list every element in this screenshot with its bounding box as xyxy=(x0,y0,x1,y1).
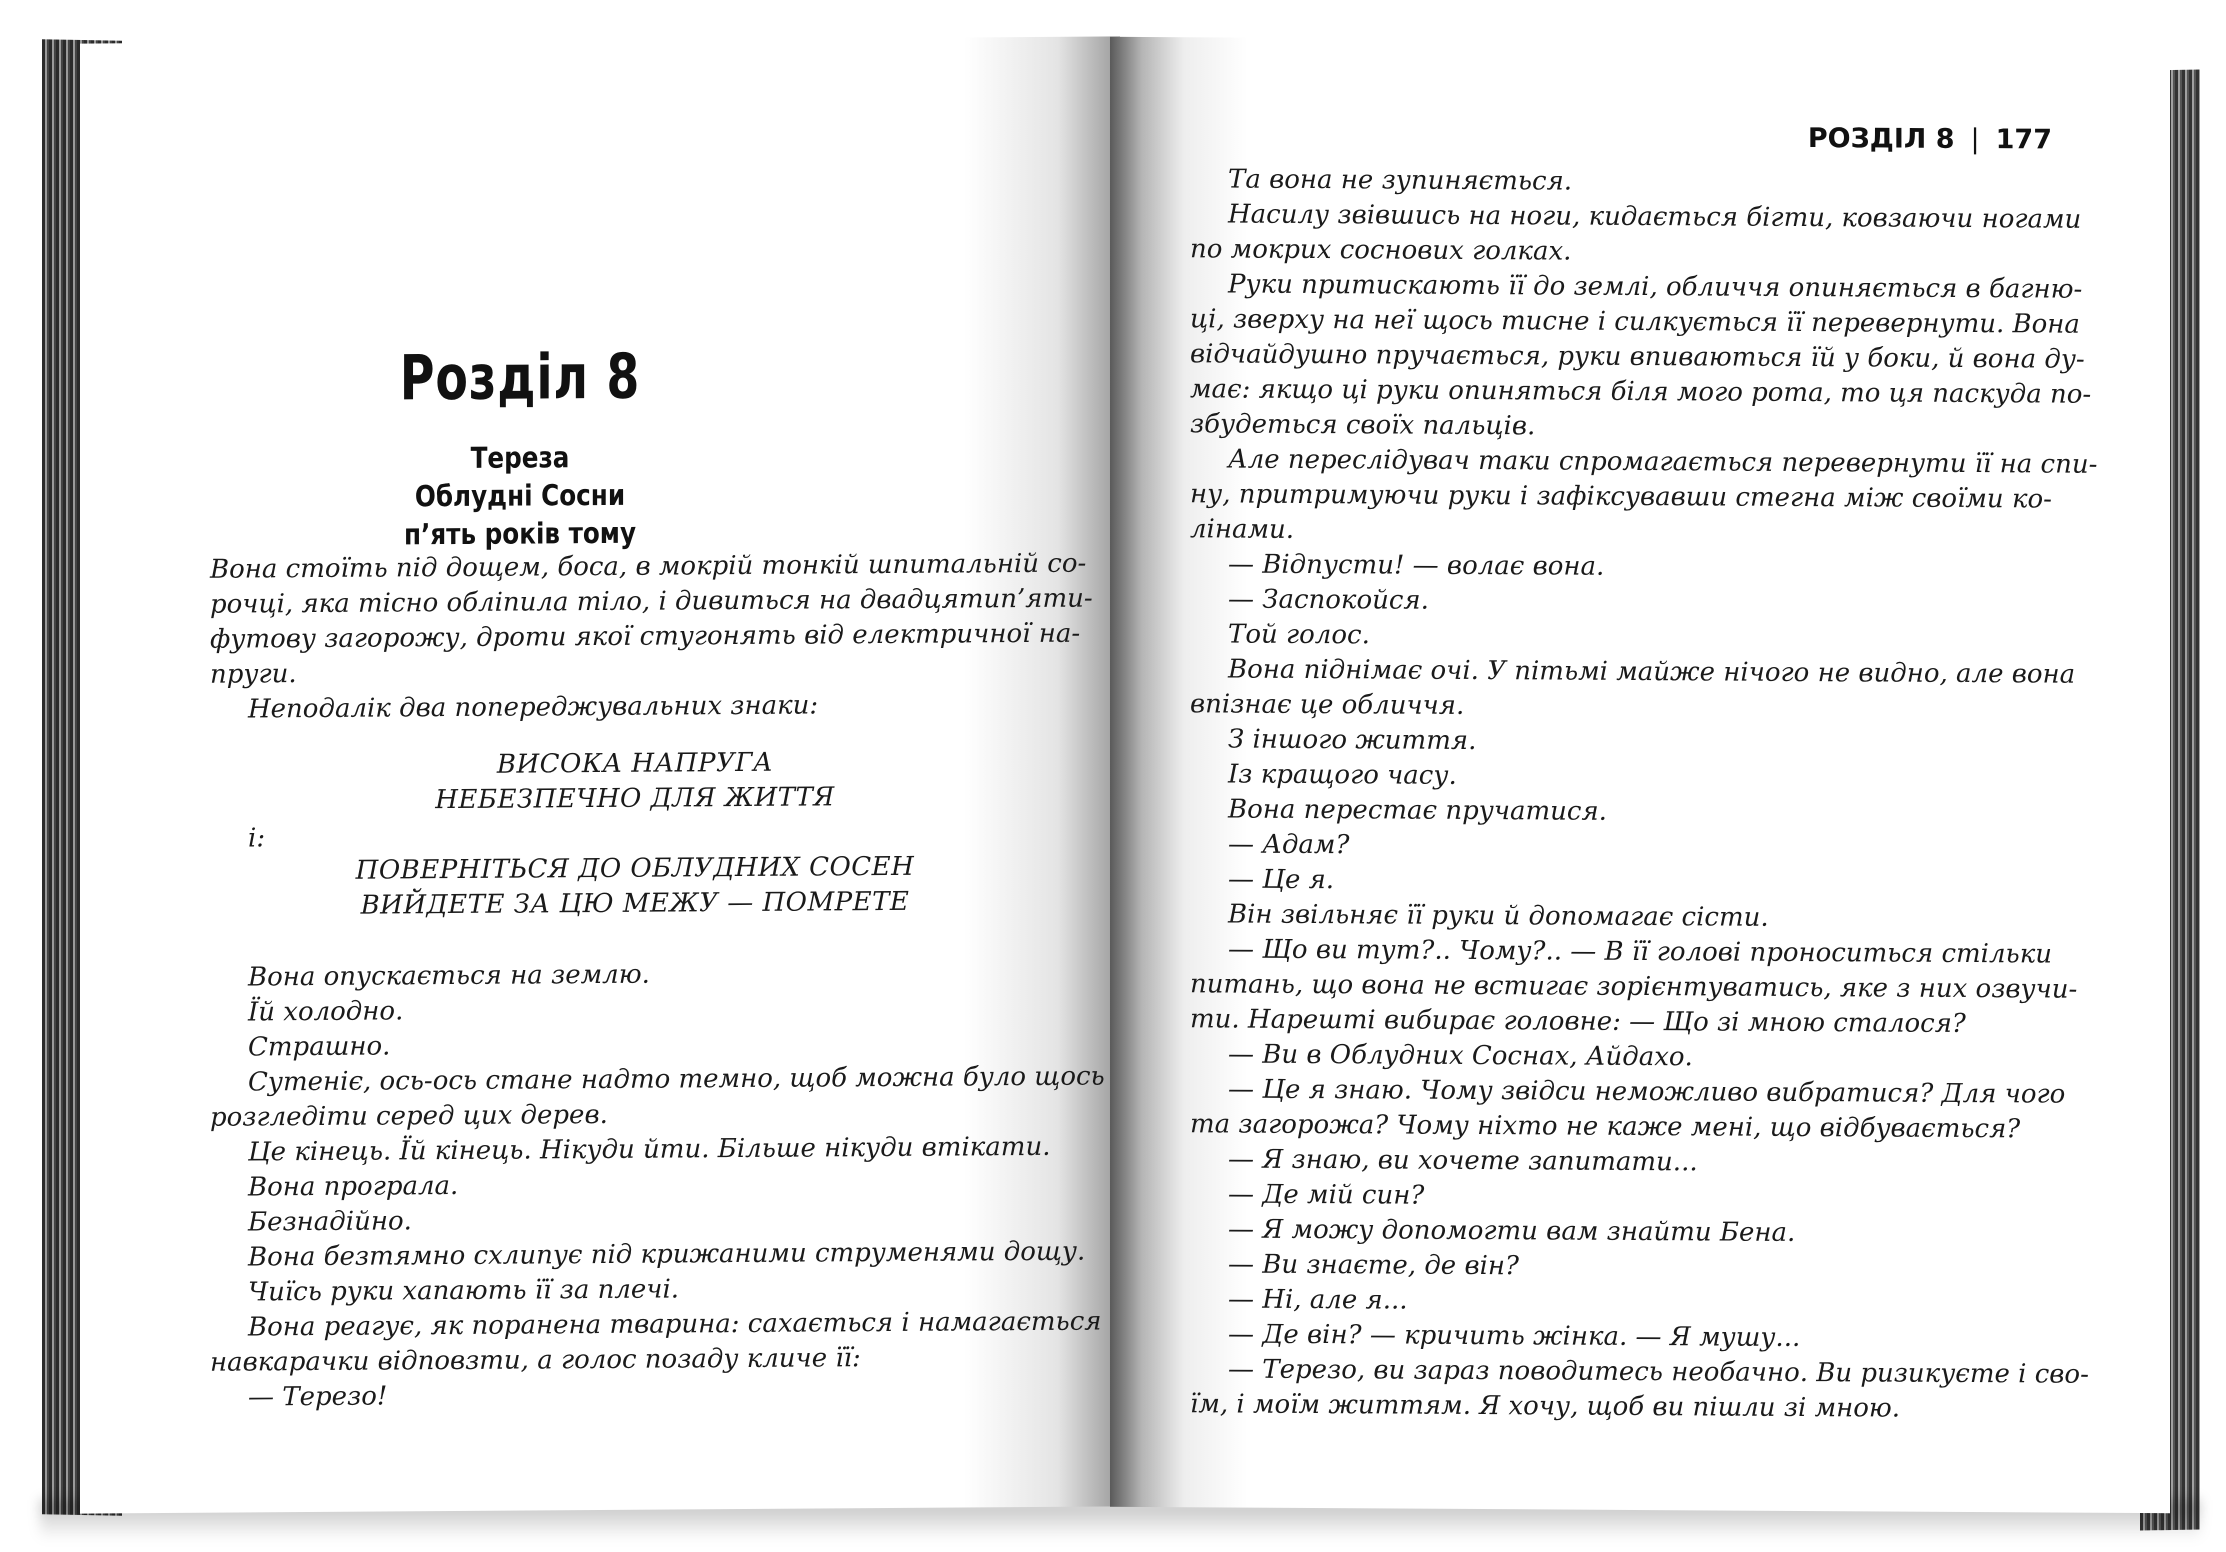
text-line: Насилу звівшись на ноги, кидається бігти, ковзаючи ногами xyxy=(1228,199,2082,235)
sign-1-line-2: НЕБЕЗПЕЧНО ДЛЯ ЖИТТЯ xyxy=(435,782,835,816)
left-paragraphs-bottom xyxy=(210,955,1105,1416)
text-line: — Терезо, ви зараз поводитесь необачно. Ви ризикуєте і сво- xyxy=(1228,1354,2089,1390)
text-line: Вона програла. xyxy=(248,1170,459,1203)
text-line: Та вона не зупиняється. xyxy=(1228,164,1573,197)
text-line: по мокрих соснових голках. xyxy=(1190,234,1572,267)
text-line: Вона стоїть під дощем, боса, в мокрій тонкій шпитальній со- xyxy=(210,548,1087,585)
text-line: навкарачки відповзти, а голос позаду кличе її: xyxy=(210,1343,861,1378)
text-line: Вона перестає пручатися. xyxy=(1228,794,1607,827)
text-line: — Заспокойся. xyxy=(1228,584,1429,616)
text-line: — Що ви тут?.. Чому?.. — В її голові проноситься стільки xyxy=(1228,934,2052,970)
text-line: — Відпусти! — волає вона. xyxy=(1228,549,1605,582)
text-line: впізнає це обличчя. xyxy=(1190,689,1465,721)
text-line: Але переслідувач таки спромагається перевернути її на спи- xyxy=(1228,444,2098,480)
text-line: З іншого життя. xyxy=(1228,724,1477,757)
warning-sign-2 xyxy=(210,849,1040,925)
text-line: — Я можу допомогти вам знайти Бена. xyxy=(1228,1214,1796,1248)
running-head-chapter: РОЗДІЛ 8 xyxy=(1807,123,1955,155)
text-line: Це кінець. Їй кінець. Нікуди йти. Більше нікуди втікати. xyxy=(248,1131,1051,1168)
text-line: — Я знаю, ви хочете запитати... xyxy=(1228,1144,1698,1178)
text-line: Безнадійно. xyxy=(248,1206,412,1238)
text-line: — Ви в Облудних Соснах, Айдахо. xyxy=(1228,1039,1693,1073)
chapter-subtitle-name: Тереза xyxy=(470,440,570,475)
text-line: Неподалік два попереджувальних знаки: xyxy=(248,690,819,725)
text-line: — Адам? xyxy=(1228,829,1350,861)
text-line: Вона безтямно схлипує під крижаними струменями дощу. xyxy=(248,1236,1086,1273)
text-line: ці, зверху на неї щось тисне і силкується її перевернути. Вона xyxy=(1190,304,2080,340)
left-page xyxy=(80,36,1120,1513)
text-line: розгледіти серед цих дерев. xyxy=(210,1099,608,1133)
page-number: 177 xyxy=(1995,124,2052,156)
text-line: ну, притримуючи руки і зафіксувавши стегна між своїми ко- xyxy=(1190,479,2052,515)
text-line: Страшно. xyxy=(248,1031,391,1063)
right-page xyxy=(1110,37,2170,1513)
chapter-subtitle-time: п’ять років тому xyxy=(403,515,637,552)
text-line: Вона опускається на землю. xyxy=(248,959,650,993)
text-line: Чиїсь руки хапають її за плечі. xyxy=(248,1274,680,1308)
text-line: — Ні, але я... xyxy=(1228,1284,1408,1316)
text-line: — Це я. xyxy=(1228,864,1335,896)
text-line: Із кращого часу. xyxy=(1228,759,1457,791)
text-line: Руки притискають її до землі, обличчя опиняється в багню- xyxy=(1228,269,2083,305)
text-line: пруги. xyxy=(210,659,297,690)
warning-sign-1 xyxy=(210,744,1040,820)
sign-2-line-1: ПОВЕРНІТЬСЯ ДО ОБЛУДНИХ СОСЕН xyxy=(355,851,915,886)
sign-1-line-1: ВИСОКА НАПРУГА xyxy=(496,747,774,780)
text-line: відчайдушно пручається, руки впиваються їй у боки, й вона ду- xyxy=(1190,339,2085,375)
text-line: футову загорожу, дроти якої стугонять від електричної на- xyxy=(210,618,1081,655)
text-line: питань, що вона не встигає зорієнтуватись, яке з них озвучи- xyxy=(1190,969,2078,1005)
text-line: має: якщо ці руки опиняться біля мого рота, то ця паскуда по- xyxy=(1190,374,2092,410)
text-line: Той голос. xyxy=(1228,619,1370,651)
text-line: Їй холодно. xyxy=(248,996,404,1028)
running-head xyxy=(1808,123,2052,155)
sign-2-line-2: ВИЙДЕТЕ ЗА ЦЮ МЕЖУ — ПОМРЕТЕ xyxy=(360,886,910,921)
text-line: — Де мій син? xyxy=(1228,1179,1425,1211)
text-line: — Ви знаєте, де він? xyxy=(1228,1249,1519,1282)
right-body-text xyxy=(1190,162,2098,1427)
running-head-separator: | xyxy=(1970,124,1980,156)
text-line: — Де він? — кричить жінка. — Я мушу... xyxy=(1228,1319,1801,1353)
sign-connector: і: xyxy=(248,823,266,854)
text-line: та загорожа? Чому ніхто не каже мені, що відбувається? xyxy=(1190,1109,2021,1145)
text-line: Вона реагує, як поранена тварина: сахається і намагається xyxy=(248,1306,1102,1343)
chapter-subtitle-place: Облудні Сосни xyxy=(414,477,626,514)
text-line: — Це я знаю. Чому звідси неможливо вибратися? Для чого xyxy=(1228,1074,2066,1110)
text-line: — Терезо! xyxy=(248,1381,388,1413)
text-line: лінами. xyxy=(1190,514,1295,545)
text-line: Вона піднімає очі. У пітьмі майже нічого не видно, але вона xyxy=(1228,654,2076,690)
text-line: їм, і моїм життям. Я хочу, щоб ви пішли зі мною. xyxy=(1190,1389,1901,1424)
chapter-title: Розділ 8 xyxy=(399,339,641,415)
text-line: рочці, яка тісно обліпила тіло, і дивиться на двадцятип’яти- xyxy=(210,583,1093,620)
text-line: збудеться своїх пальців. xyxy=(1190,409,1536,442)
left-paragraphs-top xyxy=(210,547,1093,728)
text-line: Сутеніє, ось-ось стане надто темно, щоб можна було щось xyxy=(248,1061,1105,1098)
text-line: Він звільняє її руки й допомагає сісти. xyxy=(1228,899,1769,933)
text-line: ти. Нарешті вибирає головне: — Що зі мною сталося? xyxy=(1190,1004,1966,1039)
left-body-text xyxy=(210,547,1105,1416)
